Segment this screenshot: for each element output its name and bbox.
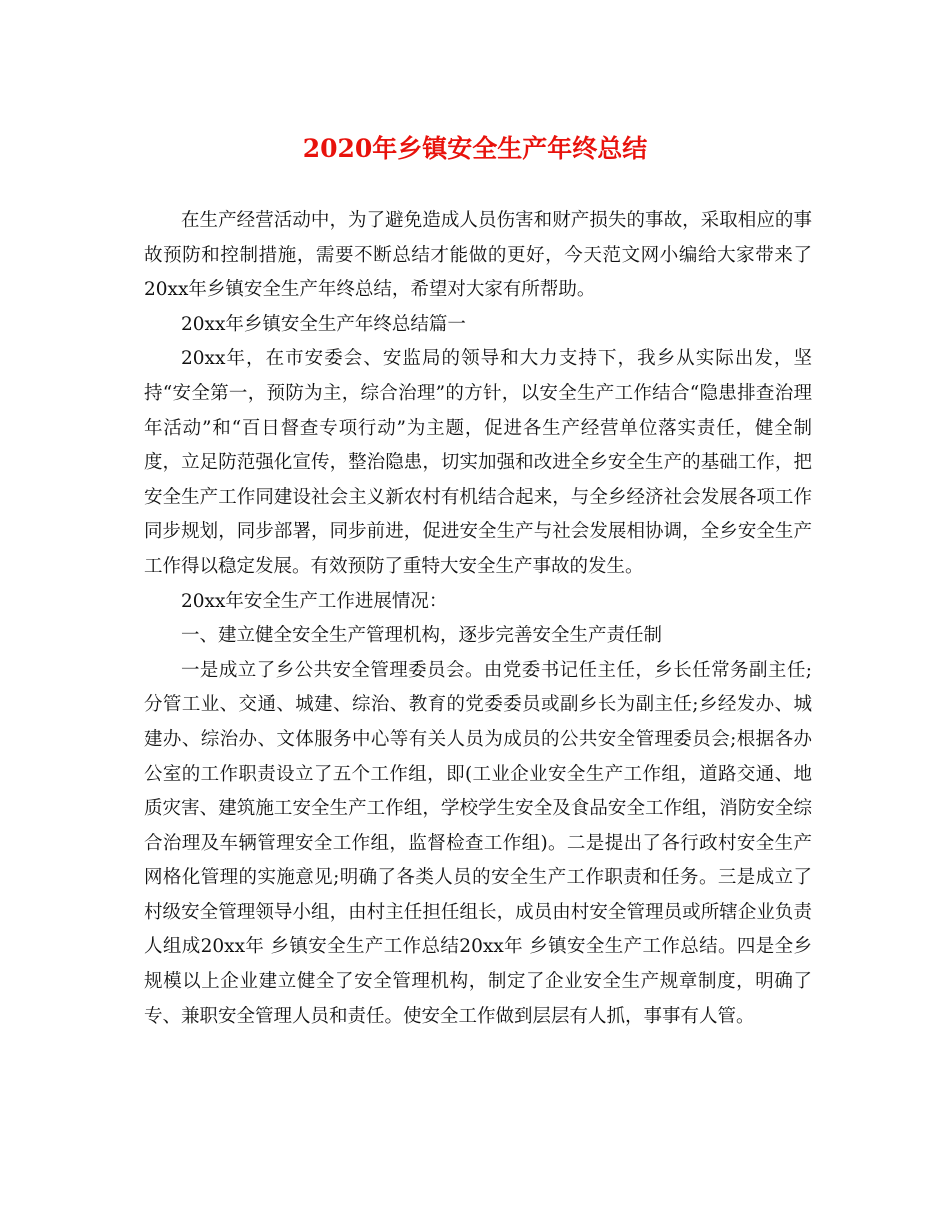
document-body bbox=[144, 204, 812, 1034]
paragraph-section-heading: 20xx年乡镇安全生产年终总结篇一 bbox=[181, 313, 466, 335]
paragraph-intro: 在生产经营活动中，为了避免造成人员伤害和财产损失的事故，采取相应的事故预防和控制措施，需要不断总结才能做的更好，今天范文网小编给大家带来了20xx年乡镇安全生产年终总结，希望对大家有所帮助。 bbox=[144, 210, 812, 301]
paragraph-overview: 20xx年，在市安委会、安监局的领导和大力支持下，我乡从实际出发，坚持“安全第一，预防为主，综合治理”的方针，以安全生产工作结合“隐患排查治理年活动”和“百日督查专项行动”为主题，促进各生产经营单位落实责任，健全制度，立足防范强化宣传，整治隐患，切实加强和改进全乡安全生产的基础工作，把安全生产工作同建设社会主义新农村有机结合起来，与全乡经济社会发展各项工作同步规划，同步部署，同步前进，促进安全生产与社会发展相协调，全乡安全生产工作得以稳定发展。有效预防了重特大安全生产事故的发生。 bbox=[144, 348, 812, 577]
paragraph-subheading-one: 一、建立健全安全生产管理机构，逐步完善安全生产责任制 bbox=[181, 625, 663, 647]
paragraph-progress-heading: 20xx年安全生产工作进展情况： bbox=[181, 590, 448, 612]
paragraph-details: 一是成立了乡公共安全管理委员会。由党委书记任主任，乡长任常务副主任;分管工业、交通、城建、综治、教育的党委委员或副乡长为副主任;乡经发办、城建办、综治办、文体服务中心等有关人员为成员的公共安全管理委员会;根据各办公室的工作职责设立了五个工作组，即(工业企业安全生产工作组，道路交通、地质灾害、建筑施工安全生产工作组，学校学生安全及食品安全工作组，消防安全综合治理及车辆管理安全工作组，监督检查工作组)。二是提出了各行政村安全生产网格化管理的实施意见;明确了各类人员的安全生产工作职责和任务。三是成立了村级安全管理领导小组，由村主任担任组长，成员由村安全管理员或所辖企业负责人组成20xx年 乡镇安全生产工作总结20xx年 乡镇安全生产工作总结。四是全乡规模以上企业建立健全了安全管理机构，制定了企业安全生产规章制度，明确了专、兼职安全管理人员和责任。使安全工作做到层层有人抓，事事有人管。 bbox=[144, 659, 812, 1027]
document-title: 2020年乡镇安全生产年终总结 bbox=[302, 134, 648, 163]
